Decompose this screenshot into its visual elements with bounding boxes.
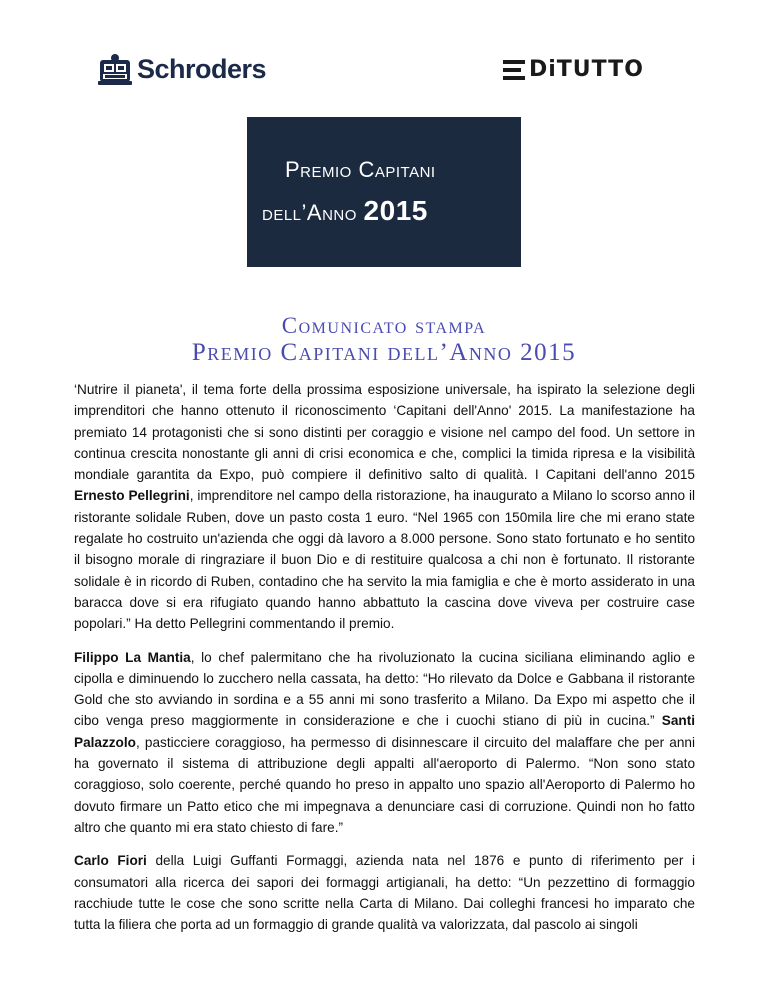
editutto-wordmark: DiTUTTO: [529, 57, 644, 82]
schroders-logo: [97, 52, 266, 86]
press-release-heading: Comunicato stampa: [281, 313, 487, 338]
article-body: [74, 379, 695, 947]
banner-title: Premio Capitani: [285, 157, 436, 182]
person-name: Carlo Fiori: [74, 853, 147, 869]
person-name: Filippo La Mantia: [74, 649, 191, 665]
paragraph-text: , imprenditore nel campo della ristorazione, ha inaugurato a Milano lo scorso anno il ristorante solidale Ruben, dove un pasto costa 1 euro. “Nel 1965 con 150mila lire che mi erano state regalate ho costruito un'azienda che oggi dà lavoro a 8.000 persone. Sono stato fortunato e ho sentito il bisogno morale di ringraziare il buon Dio e di restituire qualcosa a chi non è fortunato. Il ristorante solidale è in ricordo di Ruben, contadino che ha servito la mia famiglia e che è morto assiderato in una baracca dove si era rifugiato quando hanno abbattuto la cascina dove viveva per costruire case popolari.” Ha detto Pellegrini commentando il premio.: [74, 488, 695, 632]
schroders-wordmark: Schroders: [137, 53, 267, 84]
paragraph-text: ‘Nutrire il pianeta', il tema forte della prossima esposizione universale, ha ispirato la selezione degli imprenditori che hanno ottenuto il riconoscimento ‘Capitani dell'Anno' 2015. La manifestazione ha premiato 14 protagonisti che si sono distinti per coraggio e visione nel campo del food. Un settore in continua crescita nonostante gli anni di crisi economica e che, complici la timida ripresa e la visibilità mondiale garantita da Expo, può compiere il definitivo salto di qualità. I Capitani dell'anno 2015: [74, 382, 695, 483]
crest-icon: [97, 52, 133, 86]
paragraph-text: della Luigi Guffanti Formaggi, azienda nata nel 1876 e punto di riferimento per i consumatori alla ricerca dei sapori dei formaggi artigianali, ha detto: “Un pezzettino di formaggio racchiude tutte le cose che sono scritte nella Carta di Milano. Dai colleghi francesi ho imparato che tutta la filiera che porta ad un formaggio di grande qualità va valorizzata, dal pascolo ai singoli: [74, 853, 695, 933]
editutto-logo: [503, 57, 644, 82]
paragraph-3: [74, 850, 695, 935]
person-name: Ernesto Pellegrini: [74, 488, 190, 504]
person-name: Santi Palazzolo: [74, 713, 695, 750]
banner-year: 2015: [363, 195, 428, 226]
paragraph-text: , pasticciere coraggioso, ha permesso di disinnescare il circuito del malaffare che per anni ha governato il sistema di attribuzione degli appalti all'aeroporto di Palermo. “Non sono stato coraggioso, solo coerente, perché quando ho preso in appalto uno spazio all'Aeroporto di Palermo ho dovuto firmare un Patto etico che mi impegnava a denunciare casi di corruzione. Quindi non ho fatto altro che quanto mi era stato chiesto di fare.”: [74, 734, 695, 835]
award-banner: [247, 117, 521, 267]
paragraph-text: , lo chef palermitano che ha rivoluzionato la cucina siciliana eliminando aglio e cipolla e diminuendo lo zucchero nella cassata, ha detto: “Ho rilevato da Dolce e Gabbana il ristorante Gold che sto avviando in sordina e a 55 anni mi sono trasferito a Milano. Da Expo mi aspetto che il cibo venga preso maggiormente in considerazione e che i cuochi stiano di più in cucina.”: [74, 649, 696, 729]
paragraph-1: [74, 379, 695, 635]
paragraph-2: [74, 647, 695, 839]
editutto-e-icon: [503, 58, 527, 82]
press-release-subheading: Premio Capitani dell’Anno 2015: [191, 339, 577, 366]
banner-subtitle-text: dell’Anno: [262, 200, 357, 225]
banner-subtitle: [262, 195, 428, 227]
